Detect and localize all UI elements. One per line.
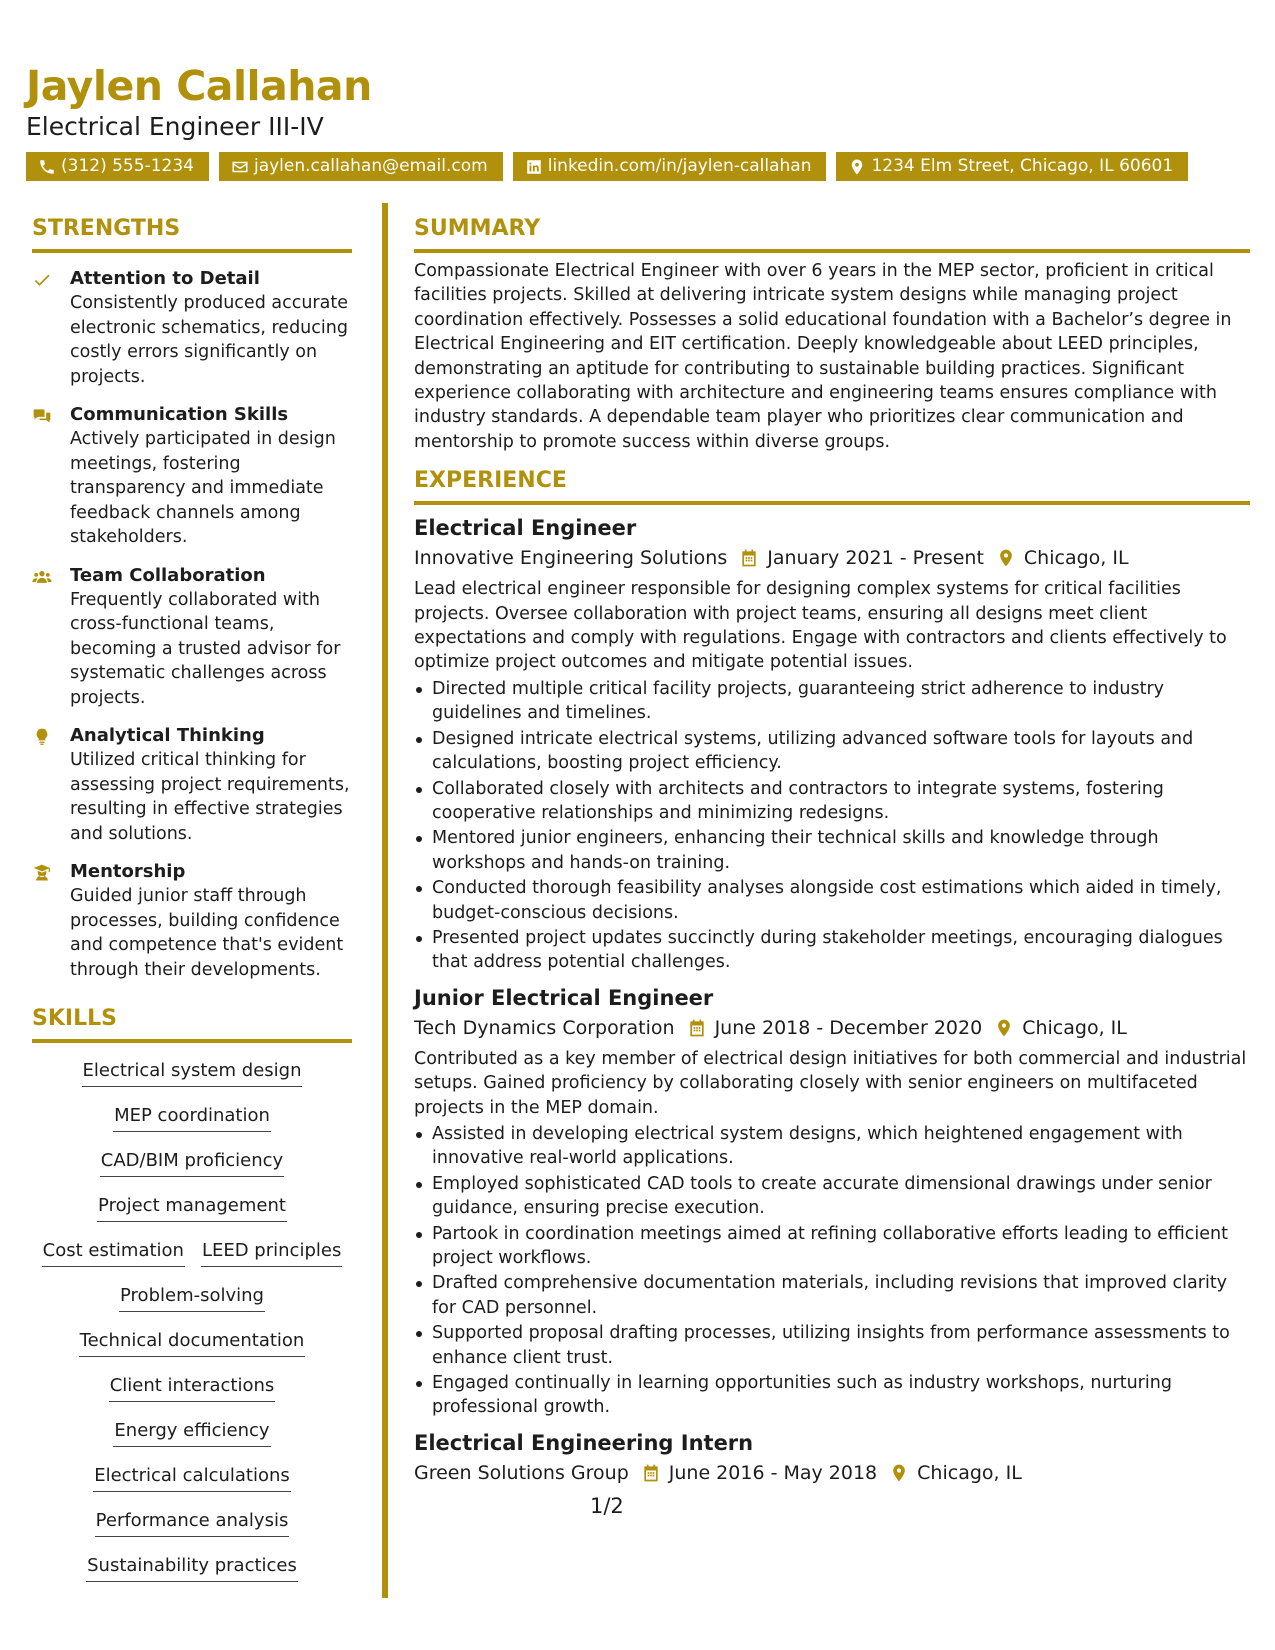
bullet-item: Engaged continually in learning opportunities such as industry workshops, nurturing professional growth. — [414, 1371, 1250, 1420]
skill-tag: Performance analysis — [95, 1507, 290, 1537]
linkedin-text: linkedin.com/in/jaylen-callahan — [547, 156, 812, 176]
skill-tag: Technical documentation — [79, 1327, 306, 1357]
strength-desc: Actively participated in design meetings, fostering transparency and immediate feedback channels among stakeholders. — [70, 429, 336, 547]
summary-text: Compassionate Electrical Engineer with over 6 years in the MEP sector, proficient in critical facilities projects. Skilled at delivering intricate system designs while managing project coordination effectively. Possesses a solid educational foundation with a Bachelor’s degree in Electrical Engineering and EIT certification. Deeply knowledgeable about LEED principles, demonstrating an aptitude for contributing to sustainable building practices. Significant experience collaborating with architecture and engineering teams ensures compliance with industry standards. A dependable team player who prioritizes clear communication and mentorship to promote success within diverse groups. — [414, 261, 1232, 452]
column-divider — [382, 203, 388, 1598]
job-dates: June 2018 - December 2020 — [714, 1016, 983, 1039]
job-location: Chicago, IL — [1022, 1016, 1127, 1039]
users-icon — [32, 567, 52, 587]
graduate-icon — [32, 863, 52, 883]
bullet-item: Presented project updates succinctly during stakeholder meetings, encouraging dialogues that address potential challenges. — [414, 926, 1250, 975]
strength-desc: Utilized critical thinking for assessing project requirements, resulting in effective strategies and solutions. — [70, 750, 350, 844]
skill-tag: Electrical calculations — [93, 1462, 291, 1492]
strength-item — [32, 564, 352, 711]
email-text: jaylen.callahan@email.com — [253, 156, 488, 176]
job-title: Electrical Engineer — [414, 516, 637, 541]
job-company: Green Solutions Group — [414, 1461, 629, 1484]
job-bullets — [414, 677, 1250, 975]
job-location: Chicago, IL — [1023, 547, 1129, 570]
linkedin-icon — [525, 158, 543, 176]
skill-tag: CAD/BIM proficiency — [100, 1147, 284, 1177]
calendar-icon — [687, 1018, 707, 1038]
bullet-item: Partook in coordination meetings aimed at refining collaborative efforts leading to efficient project workflows. — [414, 1222, 1250, 1271]
skill-tag: Client interactions — [109, 1372, 276, 1402]
job-entry — [414, 513, 1250, 975]
skill-tag: Problem-solving — [119, 1282, 265, 1312]
job-dates: January 2021 - Present — [767, 547, 984, 570]
skill-tag: Sustainability practices — [86, 1552, 298, 1582]
bullet-item: Drafted comprehensive documentation materials, including revisions that improved clarity for CAD personnel. — [414, 1271, 1250, 1320]
resume-header — [26, 60, 1250, 181]
job-meta — [414, 1458, 1250, 1488]
job-bullets — [414, 1122, 1250, 1420]
contact-bar — [26, 152, 1250, 181]
strength-item — [32, 403, 352, 550]
chat-bubbles-icon — [32, 406, 52, 426]
envelope-icon — [231, 158, 249, 176]
strength-item — [32, 724, 352, 846]
job-company: Innovative Engineering Solutions — [414, 547, 728, 570]
map-pin-icon — [889, 1463, 909, 1483]
skill-tag: Cost estimation — [42, 1237, 185, 1267]
phone-text: (312) 555-1234 — [61, 156, 194, 176]
right-column — [414, 214, 1250, 1492]
calendar-icon — [739, 548, 759, 568]
phone-icon — [38, 158, 56, 176]
job-company: Tech Dynamics Corporation — [414, 1016, 675, 1039]
bullet-item: Employed sophisticated CAD tools to create accurate dimensional drawings under senior guidance, ensuring precise execution. — [414, 1172, 1250, 1221]
candidate-name: Jaylen Callahan — [26, 62, 372, 110]
contact-linkedin[interactable] — [513, 152, 827, 181]
calendar-icon — [641, 1463, 661, 1483]
experience-heading: EXPERIENCE — [414, 466, 1250, 505]
map-pin-icon — [848, 158, 866, 176]
map-pin-icon — [996, 548, 1016, 568]
bullet-item: Supported proposal drafting processes, utilizing insights from performance assessments to enhance client trust. — [414, 1321, 1250, 1370]
skill-tag: LEED principles — [201, 1237, 342, 1267]
job-entry — [414, 983, 1250, 1420]
strength-title: Team Collaboration — [70, 564, 266, 586]
address-text: 1234 Elm Street, Chicago, IL 60601 — [871, 156, 1174, 176]
job-meta — [414, 543, 1250, 573]
bullet-item: Collaborated closely with architects and contractors to integrate systems, fostering cooperative relationships and minimizing redesigns. — [414, 777, 1250, 826]
strength-title: Mentorship — [70, 861, 186, 882]
skill-tag: MEP coordination — [113, 1102, 271, 1132]
bullet-item: Designed intricate electrical systems, utilizing advanced software tools for layouts and calculations, boosting project efficiency. — [414, 727, 1250, 776]
strength-item — [32, 267, 352, 389]
map-pin-icon — [994, 1018, 1014, 1038]
strength-title: Analytical Thinking — [70, 725, 265, 746]
bullet-item: Directed multiple critical facility projects, guaranteeing strict adherence to industry guidelines and timelines. — [414, 677, 1250, 726]
strengths-heading: STRENGTHS — [32, 214, 352, 253]
strength-item — [32, 860, 352, 982]
job-location: Chicago, IL — [917, 1461, 1022, 1484]
candidate-title: Electrical Engineer III-IV — [26, 112, 324, 141]
strength-title: Communication Skills — [70, 404, 289, 425]
contact-address — [836, 152, 1188, 181]
strength-desc: Guided junior staff through processes, building confidence and competence that's evident through their developments. — [70, 886, 344, 980]
job-title: Junior Electrical Engineer — [414, 985, 714, 1010]
skill-tag: Project management — [97, 1192, 287, 1222]
left-column — [32, 214, 352, 1597]
job-title: Electrical Engineering Intern — [414, 1430, 754, 1455]
skills-heading: SKILLS — [32, 1004, 352, 1043]
strength-desc: Consistently produced accurate electronic schematics, reducing costly errors significantly on projects. — [70, 293, 348, 387]
bullet-item: Assisted in developing electrical system designs, which heightened engagement with innovative real-world applications. — [414, 1122, 1250, 1171]
skill-tag: Electrical system design — [82, 1057, 303, 1087]
page-number: 1/2 — [590, 1494, 624, 1518]
skill-tag: Energy efficiency — [113, 1417, 270, 1447]
contact-email[interactable] — [219, 152, 503, 181]
contact-phone — [26, 152, 209, 181]
job-meta — [414, 1013, 1250, 1043]
strength-title: Attention to Detail — [70, 268, 260, 289]
bullet-item: Conducted thorough feasibility analyses alongside cost estimations which aided in timely, budget-conscious decisions. — [414, 876, 1250, 925]
job-description: Contributed as a key member of electrical design initiatives for both commercial and industrial setups. Gained proficiency by collaborating closely with senior engineers on multifaceted projects in the MEP domain. — [414, 1048, 1247, 1118]
job-dates: June 2016 - May 2018 — [668, 1461, 878, 1484]
bullet-item: Mentored junior engineers, enhancing their technical skills and knowledge through workshops and hands-on training. — [414, 826, 1250, 875]
skills-list — [32, 1057, 352, 1597]
checkmark-icon — [32, 270, 52, 290]
strength-desc: Frequently collaborated with cross-functional teams, becoming a trusted advisor for systematic challenges across projects. — [70, 589, 341, 708]
lightbulb-icon — [32, 727, 52, 747]
job-description: Lead electrical engineer responsible for designing complex systems for critical facilities projects. Oversee collaboration with project teams, ensuring all designs meet client expectations and comply with regulations. Engage with contractors and clients effectively to optimize project outcomes and mitigate potential issues. — [414, 579, 1227, 673]
summary-heading: SUMMARY — [414, 214, 1250, 253]
job-entry — [414, 1428, 1250, 1488]
